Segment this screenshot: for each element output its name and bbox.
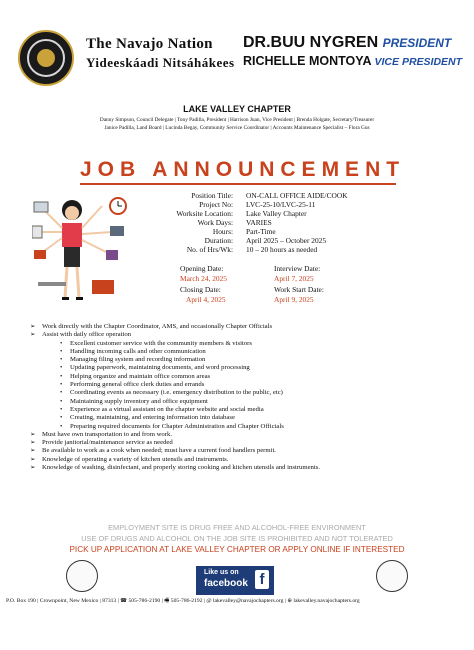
sub-list-item: • Experience as a virtual assistant on the chapter website and social media [60, 405, 264, 413]
start-date-label: Work Start Date: [274, 285, 324, 294]
list-item: ➢ Work directly with the Chapter Coordinator, AMS, and occasionally Chapter Officials [30, 323, 273, 330]
sub-list-item: • Maintaining supply inventory and office equipment [60, 397, 208, 405]
sub-list-item: • Managing filing system and recording information [60, 356, 206, 364]
detail-label: Duration: [204, 236, 233, 245]
job-announcement-title: JOB ANNOUNCEMENT [80, 158, 406, 181]
detail-value: LVC-25-10/LVC-25-11 [246, 200, 316, 209]
detail-value: 10 – 20 hours as needed [246, 245, 318, 254]
sub-list-item: • Helping organize and maintain office common areas [60, 372, 211, 380]
policy-line-2: USE OF DRUGS AND ALCOHOL ON THE JOB SITE IS PROHIBITED AND NOT TOLERATED [81, 534, 393, 543]
list-item: ➢ Knowledge of operating a variety of kitchen utensils and instruments. [30, 455, 229, 463]
president-role: PRESIDENT [382, 36, 452, 50]
sub-list-item: • Handling incoming calls and other communication [60, 347, 206, 355]
chapter-officials [30, 117, 444, 132]
nation-name: The Navajo Nation [86, 36, 213, 52]
closing-date-label: Closing Date: [180, 285, 221, 294]
detail-label: Work Days: [197, 218, 233, 227]
sub-list-item: • Excellent customer service with the community members & visitors [60, 339, 253, 347]
detail-value: VARIES [246, 218, 272, 227]
interview-date-value: April 7, 2025 [274, 274, 314, 283]
navajo-nation-seal [18, 30, 74, 86]
president-name: DR.BUU NYGREN [243, 34, 379, 51]
pickup-application-notice: PICK UP APPLICATION AT LAKE VALLEY CHAPTER OR APPLY ONLINE IF INTERESTED [69, 545, 405, 554]
chapter-logo-left [66, 560, 98, 592]
detail-label: Worksite Location: [176, 209, 233, 218]
detail-label: Position Title: [191, 191, 233, 200]
opening-date-value: March 24, 2025 [180, 274, 228, 283]
detail-value: Part-Time [246, 227, 276, 236]
sub-list-item: • Updating paperwork, maintaining documents, and word processing [60, 364, 250, 372]
opening-date-label: Opening Date: [180, 264, 224, 273]
facebook-icon: f [255, 570, 269, 589]
policy-line-1: EMPLOYMENT SITE IS DRUG FREE AND ALCOHOL-FREE ENVIRONMENT [108, 523, 366, 532]
detail-label: Hours: [212, 227, 233, 236]
vice-president-name: RICHELLE MONTOYA [243, 54, 372, 68]
list-item: ➢ Knowledge of washing, disinfectant, and properly storing cooking and kitchen utensils and instruments. [30, 464, 321, 472]
sub-list-item: • Preparing required documents for Chapter Administration and Chapter Officials [60, 422, 284, 430]
list-item: ➢ Must have own transportation to and from work. [30, 430, 173, 438]
list-item: ➢ Assist with daily office operation [30, 331, 132, 339]
detail-label: No. of Hrs/Wk: [186, 245, 233, 254]
list-item: ➢ Be available to work as a cook when needed; must have a current food handlers permit. [30, 447, 276, 455]
closing-date-value: April 4, 2025 [186, 295, 226, 304]
detail-value: ON-CALL OFFICE AIDE/COOK [246, 191, 348, 200]
interview-date-label: Interview Date: [274, 264, 321, 273]
chapter-logo-right [376, 560, 408, 592]
chapter-name: LAKE VALLEY CHAPTER [183, 104, 291, 114]
sub-list-item: • Creating, maintaining, and entering information into database [60, 414, 235, 422]
detail-value: April 2025 – October 2025 [246, 236, 327, 245]
list-item: ➢ Provide janitorial/maintenance service as needed [30, 439, 173, 447]
footer-contact-line: P.O. Box 190 | Crownpoint, New Mexico | 87313 | ☎ 505-786-2190 | 🖷 505-786-2192 | @ lakevalley@navajochapters.org | ⊕ lakevalley.navajochapters.org [6, 598, 360, 604]
facebook-like-text: Like us on [204, 569, 239, 576]
facebook-like-badge[interactable] [196, 566, 274, 595]
sub-list-item: • Performing general office clerk duties and errands [60, 381, 205, 389]
title-underline [80, 183, 396, 185]
president-line [243, 34, 451, 52]
facebook-wordmark: facebook [204, 578, 248, 589]
officials-line-2: Janice Padilla, Land Board | Lucinda Begay, Community Service Coordinator | Accounts Maintenance Specialist – Flora Gus [104, 124, 370, 131]
detail-value: Lake Valley Chapter [246, 209, 307, 218]
vice-president-line [243, 54, 462, 68]
vice-president-role: VICE PRESIDENT [374, 56, 463, 68]
start-date-value: April 9, 2025 [274, 295, 314, 304]
multitasking-woman-illustration [32, 188, 130, 316]
sub-list-item: • Coordinating events as necessary (i.e. emergency distribution to the public, etc) [60, 389, 283, 397]
nation-name-navajo: Yideeskáadi Nitsáhákees [86, 55, 235, 70]
duties-list [30, 323, 450, 472]
detail-label: Project No: [199, 200, 233, 209]
officials-line-1: Danny Simpson, Council Delegate | Tony Padilla, President | Harrison Juan, Vice President | Brenda Holgate, Secretary/Treasurer [99, 117, 375, 123]
